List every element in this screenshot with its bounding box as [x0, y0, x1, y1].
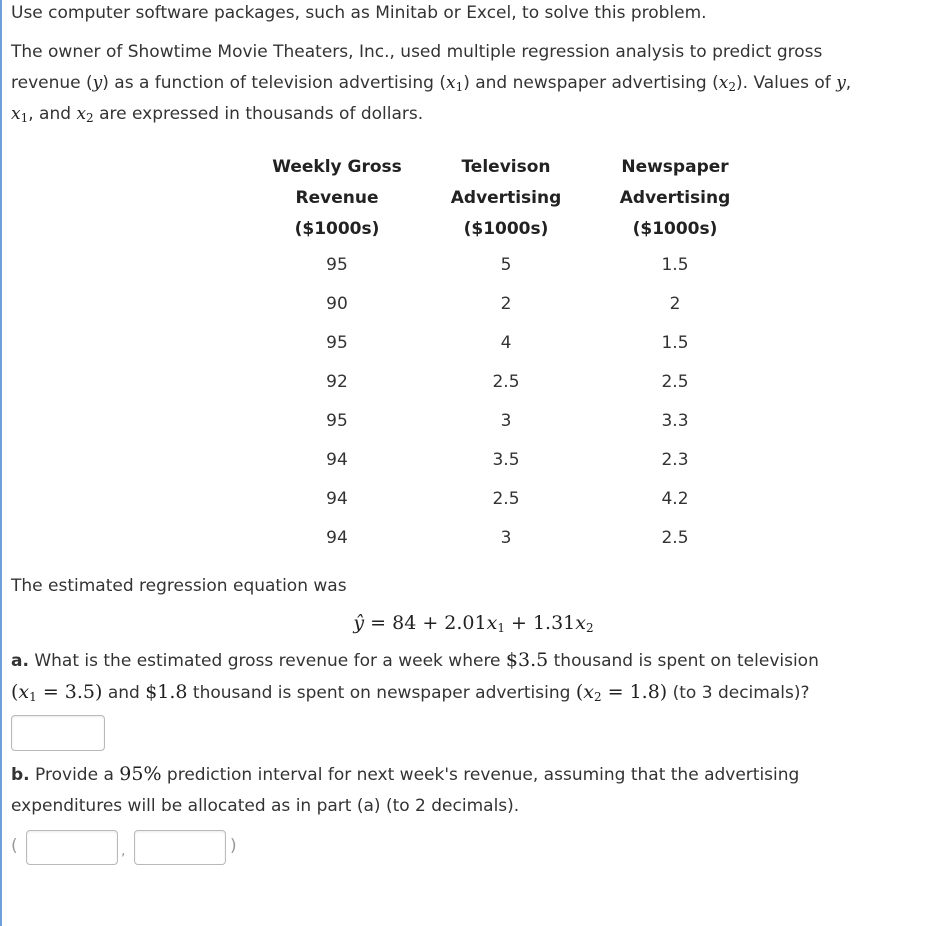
- table-row: 95 4 1.5: [326, 332, 689, 353]
- data-table: [251, 152, 761, 557]
- part-a-line-2: $(x_1 = 3.5)$ and $1.8 thousand is spent on newspaper advertising $(x_2 = 1.8)$ (to 3 decimals)?: [11, 681, 810, 704]
- problem-intro: [11, 37, 936, 130]
- part-b-line-2: expenditures will be allocated as in part (a) (to 2 decimals).: [11, 796, 520, 816]
- table-row: 94 3.5 2.3: [326, 449, 689, 470]
- header-weekly-gross-revenue: Weekly Gross Revenue ($1000s): [272, 157, 402, 239]
- intro-line-2: revenue (y) as a function of television advertising $(x_1)$ and newspaper advertising $(x_2)$. Values of y,: [11, 73, 852, 94]
- interval-open-paren: (: [11, 836, 18, 856]
- left-border-rule: [0, 0, 2, 926]
- table-row: 95 3 3.3: [326, 410, 689, 431]
- table-header-row: [251, 152, 761, 245]
- regression-lead-text: The estimated regression equation was: [11, 576, 347, 596]
- header-newspaper-advertising: Newspaper Advertising ($1000s): [619, 157, 731, 239]
- part-a-answer-input[interactable]: [11, 715, 105, 751]
- table-row: 94 2.5 4.2: [326, 488, 689, 509]
- regression-equation: ŷ = $84 + 2.01x_1 + 1.31x_2$: [353, 612, 594, 635]
- interval-lower-input[interactable]: [26, 830, 118, 865]
- header-television-advertising: Televison Advertising ($1000s): [450, 157, 562, 239]
- part-b-question: [11, 759, 936, 822]
- part-a-question: [11, 645, 936, 709]
- instruction-text: Use computer software packages, such as Minitab or Excel, to solve this problem.: [11, 3, 707, 23]
- table-row: 92 2.5 2.5: [326, 371, 689, 392]
- interval-close-paren: ): [230, 836, 237, 856]
- table-row: 94 3 2.5: [326, 527, 689, 548]
- interval-comma: ,: [121, 843, 126, 859]
- part-a-line-1: a. What is the estimated gross revenue for a week where $3.5 thousand is spent on television: [11, 649, 819, 671]
- intro-line-1: The owner of Showtime Movie Theaters, Inc., used multiple regression analysis to predict gross: [11, 42, 823, 62]
- part-b-line-1: b. Provide a 95% prediction interval for next week's revenue, assuming that the advertising: [11, 763, 800, 785]
- table-row: 95 5 1.5: [326, 254, 689, 275]
- interval-upper-input[interactable]: [134, 830, 226, 865]
- table-row: 90 2 2: [326, 293, 681, 314]
- intro-line-3: $x_1$, and $x_2$ are expressed in thousands of dollars.: [11, 104, 424, 125]
